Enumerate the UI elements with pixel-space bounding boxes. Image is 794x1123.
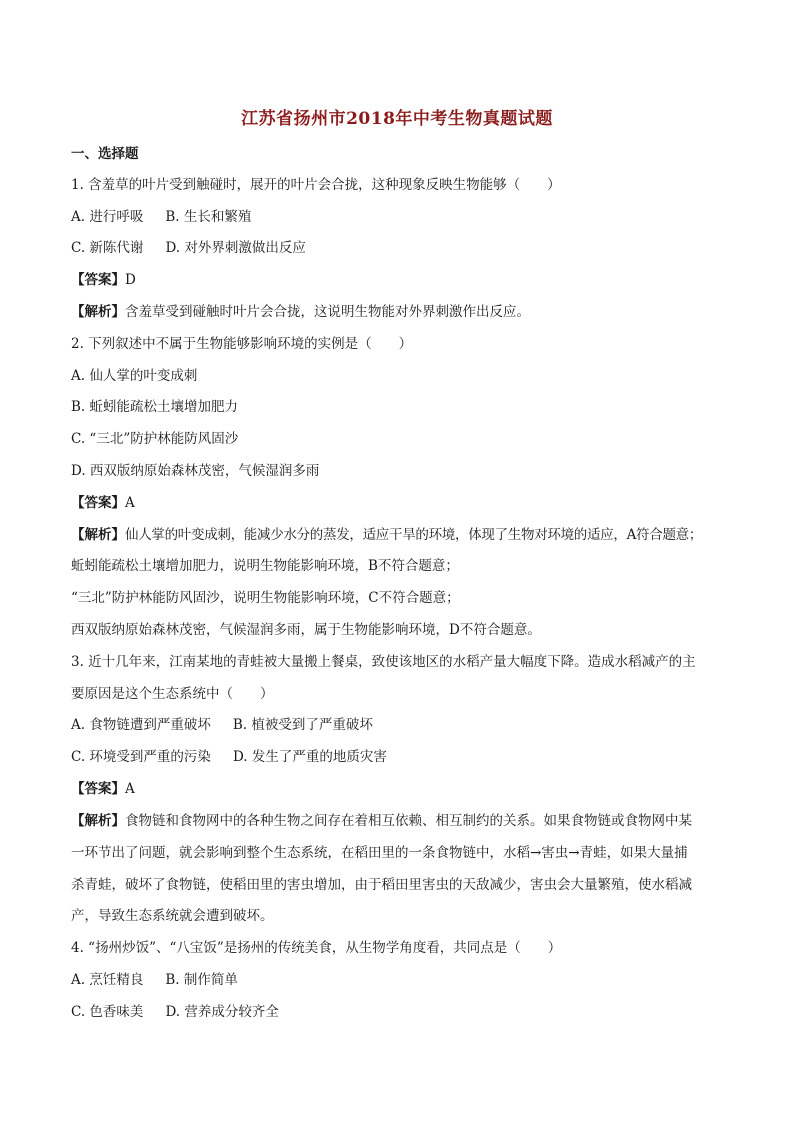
q2-option-d: D. 西双版纳原始森林茂密，气候湿润多雨 [71,463,320,479]
q1-options-row-1 [71,207,251,227]
q3-analysis-text-1: 食物链和食物网中的各种生物之间存在着相互依赖、相互制约的关系。如果食物链或食物网中某 [125,813,692,829]
q2-analysis-line-3: “三北”防护林能防风固沙，说明生物能影响环境，C不符合题意； [71,590,460,606]
q4-option-b: B. 制作简单 [165,972,238,988]
q1-option-c: C. 新陈代谢 [71,240,144,256]
q2-option-b: B. 蚯蚓能疏松土壤增加肥力 [71,399,239,415]
q3-answer [71,779,135,799]
q4-option-a: A. 烹饪精良 [71,972,144,988]
q1-answer [71,270,136,290]
q3-analysis-tag: 【解析】 [71,813,125,829]
q2-answer [71,493,135,513]
q2-analysis-line-1 [71,525,702,545]
q3-analysis-line-3: 杀青蛙，破坏了食物链，使稻田里的害虫增加，由于稻田里害虫的天敌减少，害虫会大量繁殖，使水稻减 [71,877,692,893]
q4-option-c: C. 色香味美 [71,1004,144,1020]
q3-answer-value: A [125,781,135,797]
q3-analysis-line-4: 产，导致生态系统就会遭到破坏。 [71,908,274,924]
q3-stem-line-1: 3. 近十几年来，江南某地的青蛙被大量搬上餐桌，致使该地区的水稻产量大幅度下降。造成水稻减产的主 [71,654,696,670]
q2-analysis-text-1: 仙人掌的叶变成刺，能减少水分的蒸发，适应干旱的环境，体现了生物对环境的适应，A符合题意； [125,527,703,543]
q2-stem: 2. 下列叙述中不属于生物能够影响环境的实例是（ ） [71,336,413,352]
q1-answer-tag: 【答案】 [71,272,125,288]
q3-options-row-2 [71,747,387,767]
q2-answer-tag: 【答案】 [71,495,125,511]
q1-option-a: A. 进行呼吸 [71,209,144,225]
q1-options-row-2 [71,238,306,258]
q1-analysis [71,302,530,322]
q3-analysis-line-2: 一环节出了问题，就会影响到整个生态系统，在稻田里的一条食物链中，水稻→害虫→青蛙，如果大量捕 [71,845,688,861]
q3-option-a: A. 食物链遭到严重破坏 [71,717,211,733]
q3-analysis-line-1 [71,811,692,831]
q3-option-b: B. 植被受到了严重破坏 [232,717,373,733]
q4-options-row-1 [71,970,238,990]
q4-option-d: D. 营养成分较齐全 [165,1004,279,1020]
q1-option-d: D. 对外界刺激做出反应 [165,240,306,256]
section-heading: 一、选择题 [71,146,139,162]
q2-analysis-tag: 【解析】 [71,527,125,543]
q3-option-c: C. 环境受到严重的污染 [71,749,211,765]
q2-answer-value: A [125,495,135,511]
q3-option-d: D. 发生了严重的地质灾害 [232,749,387,765]
q4-stem: 4. “扬州炒饭”、“八宝饭”是扬州的传统美食，从生物学角度看，共同点是（ ） [71,940,562,956]
q2-analysis-line-2: 蚯蚓能疏松土壤增加肥力，说明生物能影响环境，B不符合题意； [71,558,459,574]
q1-analysis-text: 含羞草受到碰触时叶片会合拢，这说明生物能对外界刺激作出反应。 [125,304,530,320]
page-title: 江苏省扬州市2018年中考生物真题试题 [241,109,553,129]
q1-answer-value: D [125,272,136,288]
q1-analysis-tag: 【解析】 [71,304,125,320]
q2-analysis-line-4: 西双版纳原始森林茂密，气候湿润多雨，属于生物能影响环境，D不符合题意。 [71,622,541,638]
q4-options-row-2 [71,1002,279,1022]
q3-stem-line-2: 要原因是这个生态系统中（ ） [71,686,274,702]
q2-option-c: C. “三北”防护林能防风固沙 [71,431,239,447]
q1-option-b: B. 生长和繁殖 [165,209,252,225]
q1-stem: 1. 含羞草的叶片受到触碰时，展开的叶片会合拢，这种现象反映生物能够（ ） [71,177,561,193]
q3-answer-tag: 【答案】 [71,781,125,797]
q3-options-row-1 [71,715,373,735]
q2-option-a: A. 仙人掌的叶变成刺 [71,368,198,384]
